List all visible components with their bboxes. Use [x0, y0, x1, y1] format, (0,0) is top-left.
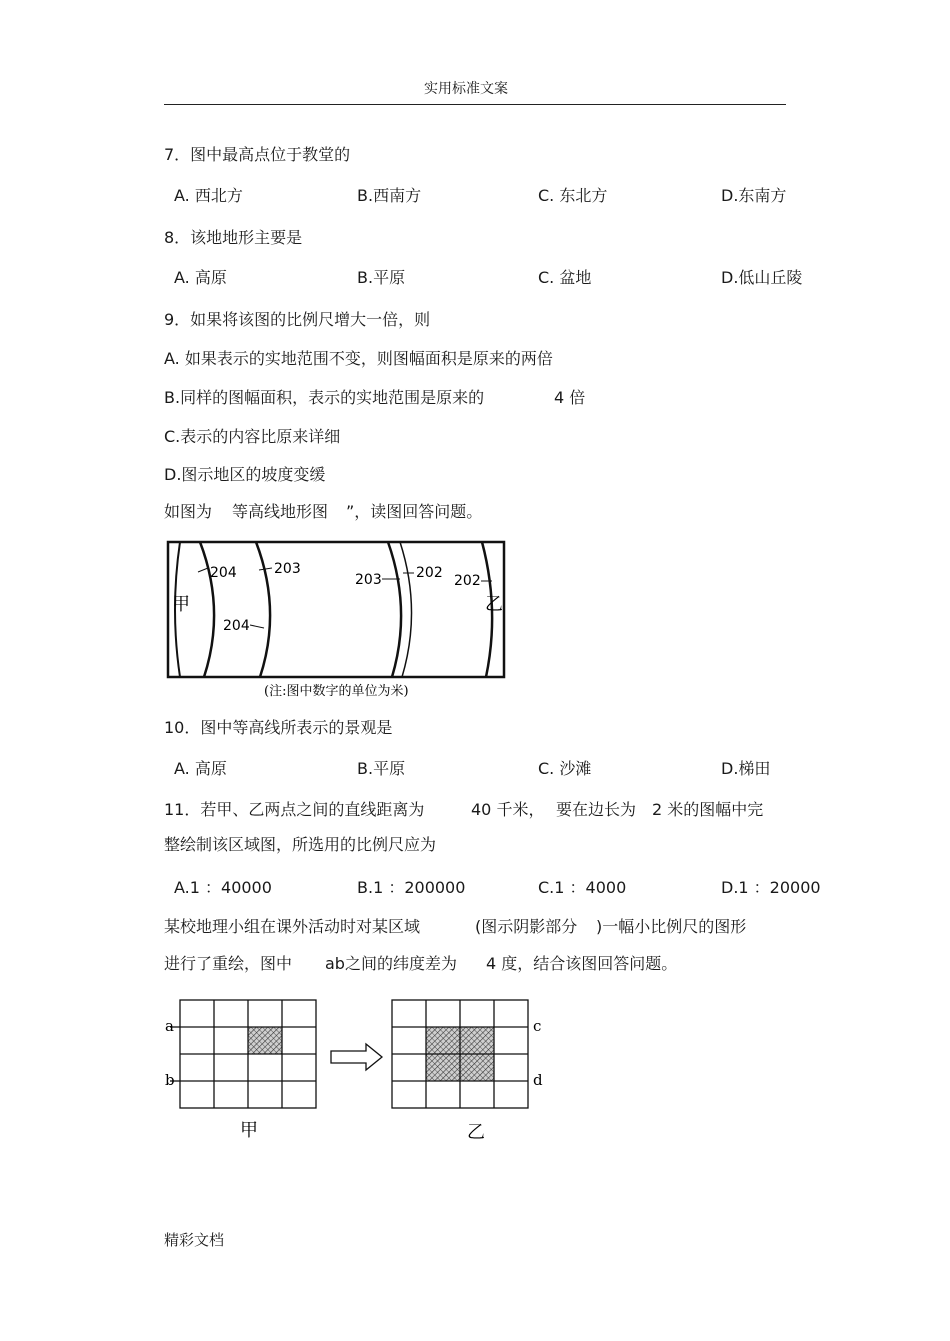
q10-option-c: C. 沙滩 [538, 759, 592, 778]
q8-option-b: B.平原 [357, 268, 406, 287]
q11-line2: 整绘制该区域图，所选用的比例尺应为 [164, 835, 437, 854]
q9-option-b: B.同样的图幅面积，表示的实地范围是原来的 [164, 388, 485, 407]
grid-label-c: c [533, 1017, 542, 1035]
header-rule [164, 104, 786, 105]
q11-line1-b: 40 千米， [471, 800, 545, 819]
intro2-line2-a: 进行了重绘，图中 [164, 954, 293, 973]
grid-jia [170, 1000, 316, 1108]
grid-label-b: b [165, 1071, 175, 1089]
intro2-line1-b: (图示阴影部分 [475, 917, 578, 936]
q10-option-a: A. 高原 [174, 759, 227, 778]
contour-map-figure [160, 535, 520, 705]
grid-yi [392, 1000, 528, 1108]
page-header: 实用标准文案 [424, 81, 508, 97]
contour-label-202-right: 202 [454, 573, 481, 589]
intro1-a: 如图为 [164, 502, 213, 521]
grid-label-a: a [165, 1017, 174, 1035]
grid-name-jia: 甲 [240, 1120, 258, 1141]
q8-option-a: A. 高原 [174, 268, 227, 287]
place-label-jia: 甲 [172, 594, 190, 615]
q7-option-b: B.西南方 [357, 186, 422, 205]
grid-label-d: d [533, 1071, 543, 1089]
q7-option-c: C. 东北方 [538, 186, 608, 205]
q7-stem: 7．图中最高点位于教堂的 [164, 145, 351, 164]
q9-stem: 9．如果将该图的比例尺增大一倍，则 [164, 310, 431, 329]
intro2-line2-c: 4 度，结合该图回答问题。 [486, 954, 678, 973]
q11-option-a: A.1 ：40000 [174, 878, 272, 897]
page-footer: 精彩文档 [164, 1231, 225, 1249]
q9-option-d: D.图示地区的坡度变缓 [164, 465, 326, 484]
q11-line1-d: 2 米的图幅中完 [652, 800, 764, 819]
q11-line1-a: 11．若甲、乙两点之间的直线距离为 [164, 800, 425, 819]
q10-stem: 10．图中等高线所表示的景观是 [164, 718, 393, 737]
q9-option-c: C.表示的内容比原来详细 [164, 427, 341, 446]
contour-label-202-left: 202 [416, 565, 443, 581]
q11-option-d: D.1 ：20000 [721, 878, 821, 897]
q7-option-d: D.东南方 [721, 186, 787, 205]
contour-label-203-left: 203 [274, 561, 301, 577]
contour-label-204-bottom: 204 [223, 618, 250, 634]
q11-option-c: C.1 ：4000 [538, 878, 627, 897]
q10-option-b: B.平原 [357, 759, 406, 778]
grid-name-yi: 乙 [467, 1122, 485, 1143]
q8-option-d: D.低山丘陵 [721, 268, 803, 287]
intro2-line1-a: 某校地理小组在课外活动时对某区域 [164, 917, 421, 936]
transform-arrow-icon [331, 1044, 382, 1070]
q8-option-c: C. 盆地 [538, 268, 592, 287]
contour-caption: (注:图中数字的单位为米) [264, 684, 409, 699]
contour-label-204-top: 204 [210, 565, 237, 581]
contour-map-frame [168, 542, 504, 677]
contour-label-203-right: 203 [355, 572, 382, 588]
intro1-b: 等高线地形图 [232, 502, 329, 521]
place-label-yi: 乙 [485, 594, 503, 615]
q11-line1-c: 要在边长为 [556, 800, 637, 819]
q8-stem: 8．该地地形主要是 [164, 228, 303, 247]
intro2-line1-c: )一幅小比例尺的图形 [596, 917, 747, 936]
intro1-c: ”，读图回答问题。 [346, 502, 483, 521]
q10-option-d: D.梯田 [721, 759, 771, 778]
grid-redraw-figure [160, 993, 560, 1148]
intro2-line2-b: ab之间的纬度差为 [325, 954, 457, 973]
q9-option-a: A. 如果表示的实地范围不变，则图幅面积是原来的两倍 [164, 349, 553, 368]
q11-option-b: B.1 ：200000 [357, 878, 466, 897]
q7-option-a: A. 西北方 [174, 186, 243, 205]
q9-option-b-tail: 4 倍 [554, 388, 586, 407]
